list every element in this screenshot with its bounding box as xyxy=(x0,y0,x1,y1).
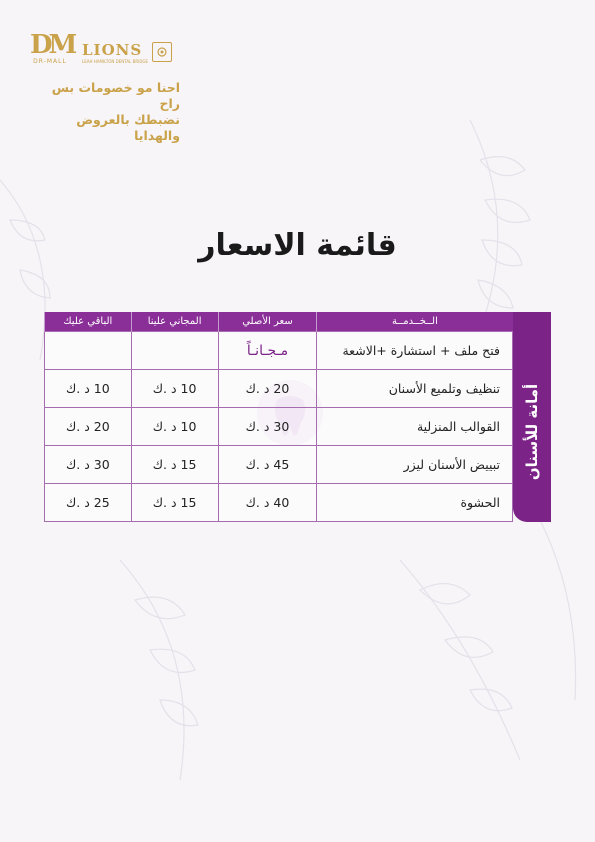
section-label-text: أمانة للأسنان xyxy=(523,383,541,481)
brand-header xyxy=(30,32,180,144)
dr-mall-subtext: DR-MALL xyxy=(33,58,67,65)
lions-name: LIONS xyxy=(82,41,143,59)
price-table xyxy=(44,312,513,522)
table-row xyxy=(45,408,513,446)
lion-emblem-icon xyxy=(152,42,172,62)
header-original-price: سعر الأصلي xyxy=(218,312,317,332)
tagline xyxy=(30,80,180,144)
service-cell: تبييض الأسنان ليزر xyxy=(317,446,513,484)
logo-row xyxy=(30,32,180,72)
original-price-cell: 20 د .ك xyxy=(218,370,317,408)
service-cell: القوالب المنزلية xyxy=(317,408,513,446)
service-cell: تنظيف وتلميع الأسنان xyxy=(317,370,513,408)
header-service: الــخــدمــة xyxy=(317,312,513,332)
original-price-cell xyxy=(218,332,317,370)
free-cell: 10 د .ك xyxy=(131,408,218,446)
remaining-cell xyxy=(45,332,132,370)
service-cell: الحشوة xyxy=(317,484,513,522)
price-list-section xyxy=(44,312,551,522)
header-free: المجاني علينا xyxy=(131,312,218,332)
free-cell: 10 د .ك xyxy=(131,370,218,408)
lions-subtext: LEAH HAMILTON DENTAL BRIDGE xyxy=(82,59,149,64)
section-label xyxy=(513,342,551,522)
header-remaining: الباقي عليك xyxy=(45,312,132,332)
original-price-cell: 40 د .ك xyxy=(218,484,317,522)
page-title: قائمة الاسعار xyxy=(198,228,397,263)
original-price-cell: 30 د .ك xyxy=(218,408,317,446)
table-row xyxy=(45,332,513,370)
free-label: مـجـانـاً xyxy=(246,342,289,359)
dr-mall-mark: DM xyxy=(30,30,74,60)
dr-mall-logo xyxy=(30,30,74,72)
remaining-cell: 30 د .ك xyxy=(45,446,132,484)
remaining-cell: 20 د .ك xyxy=(45,408,132,446)
remaining-cell: 25 د .ك xyxy=(45,484,132,522)
free-cell xyxy=(131,332,218,370)
free-cell: 15 د .ك xyxy=(131,484,218,522)
table-row xyxy=(45,484,513,522)
service-cell: فتح ملف + استشارة +الاشعة xyxy=(317,332,513,370)
original-price-cell: 45 د .ك xyxy=(218,446,317,484)
free-cell: 15 د .ك xyxy=(131,446,218,484)
table-row xyxy=(45,446,513,484)
tagline-line-1: احنا مو خصومات بس راح xyxy=(51,80,180,111)
remaining-cell: 10 د .ك xyxy=(45,370,132,408)
table-header-row xyxy=(45,312,513,332)
lions-logo xyxy=(82,40,172,64)
tagline-line-2: نضبطك بالعروض والهدايا xyxy=(76,112,180,143)
table-row xyxy=(45,370,513,408)
